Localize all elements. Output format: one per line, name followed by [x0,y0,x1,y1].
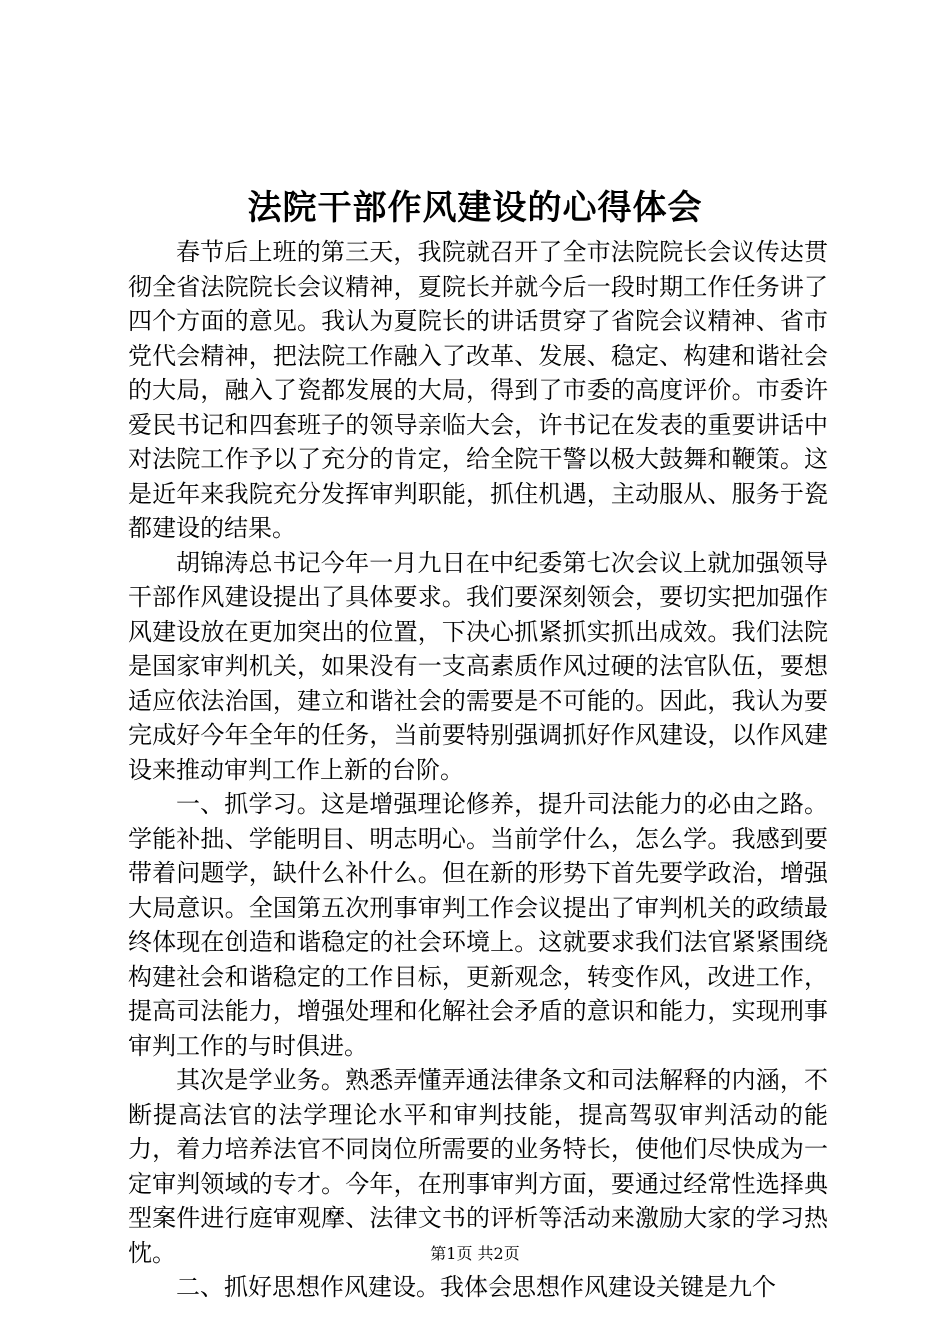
paragraph: 春节后上班的第三天，我院就召开了全市法院院长会议传达贯彻全省法院院长会议精神，夏院长并就今后一段时期工作任务讲了四个方面的意见。我认为夏院长的讲话贯穿了省院会议精神、省市党代会精神，把法院工作融入了改革、发展、稳定、构建和谐社会的大局，融入了瓷都发展的大局，得到了市委的高度评价。市委许爱民书记和四套班子的领导亲临大会，许书记在发表的重要讲话中对法院工作予以了充分的肯定，给全院干警以极大鼓舞和鞭策。这是近年来我院充分发挥审判职能，抓住机遇，主动服从、服务于瓷都建设的结果。 [128,238,828,542]
paragraph: 胡锦涛总书记今年一月九日在中纪委第七次会议上就加强领导干部作风建设提出了具体要求。我们要深刻领会，要切实把加强作风建设放在更加突出的位置，下决心抓紧抓实抓出成效。我们法院是国家审判机关，如果没有一支高素质作风过硬的法官队伍，要想适应依法治国，建立和谐社会的需要是不可能的。因此，我认为要完成好今年全年的任务，当前要特别强调抓好作风建设，以作风建设来推动审判工作上新的台阶。 [128,548,828,784]
paragraph: 二、抓好思想作风建设。我体会思想作风建设关键是九个 [176,1273,776,1301]
paragraph: 其次是学业务。熟悉弄懂弄通法律条文和司法解释的内涵，不断提高法官的法学理论水平和审判技能，提高驾驭审判活动的能力，着力培养法官不同岗位所需要的业务特长，使他们尽快成为一定审判领域的专才。今年，在刑事审判方面，要通过经常性选择典型案件进行庭审观摩、法律文书的评析等活动来激励大家的学习热忱。 [128,1066,828,1267]
document-title: 法院干部作风建设的心得体会 [247,188,703,228]
page-number-footer: 第1页 共2页 [430,1244,520,1263]
document-body [128,235,828,1305]
paragraph: 一、抓学习。这是增强理论修养，提升司法能力的必由之路。学能补拙、学能明目、明志明心。当前学什么，怎么学。我感到要带着问题学，缺什么补什么。但在新的形势下首先要学政治，增强大局意识。全国第五次刑事审判工作会议提出了审判机关的政绩最终体现在创造和谐稳定的社会环境上。这就要求我们法官紧紧围绕构建社会和谐稳定的工作目标，更新观念，转变作风，改进工作，提高司法能力，增强处理和化解社会矛盾的意识和能力，实现刑事审判工作的与时俱进。 [128,790,828,1060]
